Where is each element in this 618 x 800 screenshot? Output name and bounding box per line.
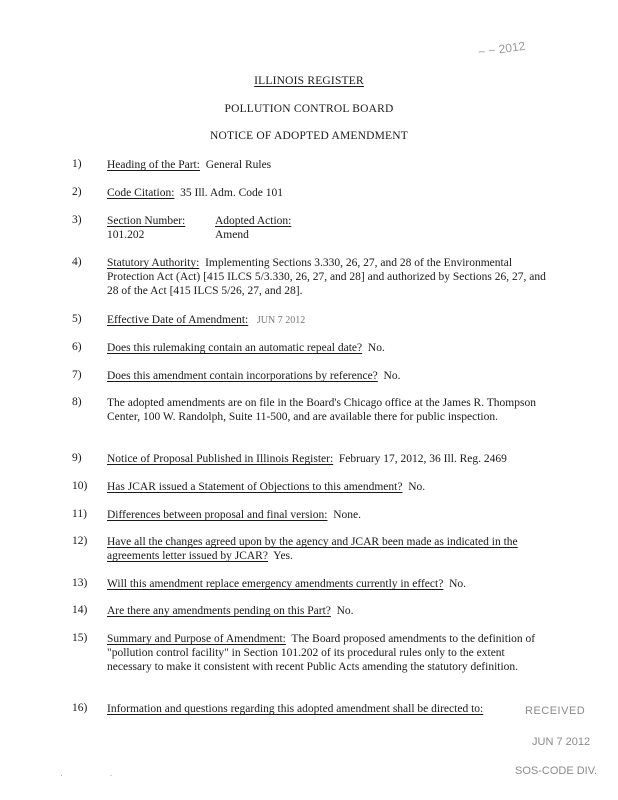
item-text: Implementing Sections 3.330, 26, 27, and 28 of the Environmental Protection Act (Act) [415 ILCS 5/3.330, 26, 27, and 28] and authorized by Sections 26, 27, and 28 of the Act [415 ILCS 5/26, 27, and 28]. (107, 257, 546, 297)
item-number: 2) (72, 186, 82, 198)
item-11 (107, 508, 547, 522)
item-label: Effective Date of Amendment: (107, 314, 249, 326)
item-label: Will this amendment replace emergency amendments currently in effect? (107, 578, 444, 590)
item-label: Information and questions regarding this adopted amendment shall be directed to: (107, 703, 484, 715)
item-label: Are there any amendments pending on this Part? (107, 605, 331, 617)
item-number: 1) (72, 158, 82, 170)
footer-marks: . . (60, 768, 135, 779)
item-label: Code Citation: (107, 187, 175, 199)
item-label: Have all the changes agreed upon by the agency and JCAR been made as indicated in the agreements letter issued by JCAR? (107, 536, 518, 562)
item-label: Statutory Authority: (107, 257, 200, 269)
item-text: No. (367, 342, 385, 354)
item-15 (107, 632, 547, 674)
item-number: 5) (72, 313, 82, 325)
item-number: 11) (72, 508, 87, 520)
item-text: No. (383, 370, 401, 382)
effective-date-stamp: JUN 7 2012 (256, 315, 306, 326)
board-heading: POLLUTION CONTROL BOARD (224, 103, 394, 115)
item-number: 10) (72, 480, 88, 492)
item-number: 3) (72, 214, 82, 226)
item-label: Has JCAR issued a Statement of Objections to this amendment? (107, 481, 403, 493)
item-label: Does this rulemaking contain an automatic repeal date? (107, 342, 363, 354)
item-8 (107, 396, 547, 424)
item-3-action (215, 214, 291, 242)
item-text: The adopted amendments are on file in the Board's Chicago office at the James R. Thompson Center, 100 W. Randolph, Suite 11-500, and are available there for public inspection. (107, 397, 536, 423)
item-number: 14) (72, 604, 88, 616)
item-label: Section Number: (107, 215, 186, 227)
item-5 (107, 313, 547, 328)
item-text: No. (408, 481, 426, 493)
item-2 (107, 186, 547, 200)
item-text: Yes. (273, 550, 293, 562)
item-label: Notice of Proposal Published in Illinois Register: (107, 453, 334, 465)
item-number: 6) (72, 341, 82, 353)
item-number: 4) (72, 256, 82, 268)
notice-heading: NOTICE OF ADOPTED AMENDMENT (209, 130, 409, 142)
item-label: Summary and Purpose of Amendment: (107, 633, 286, 645)
action-label: Adopted Action: (215, 215, 292, 227)
item-label: Heading of the Part: (107, 159, 200, 171)
corner-mark: ~ ~ 2012 (477, 38, 527, 60)
item-text: 35 Ill. Adm. Code 101 (180, 187, 284, 199)
received-stamp: RECEIVED (525, 705, 586, 717)
item-12 (107, 535, 547, 563)
item-text: General Rules (205, 159, 272, 171)
item-number: 12) (72, 535, 88, 547)
item-10 (107, 480, 547, 494)
item-text: No. (336, 605, 354, 617)
section-value: 101.202 (107, 229, 145, 241)
item-9 (107, 452, 547, 466)
item-4 (107, 256, 547, 298)
item-label: Does this amendment contain incorporations by reference? (107, 370, 378, 382)
item-13 (107, 577, 547, 591)
item-7 (107, 369, 547, 383)
item-14 (107, 604, 547, 618)
item-number: 16) (72, 702, 88, 714)
item-text: No. (449, 578, 466, 590)
register-heading: ILLINOIS REGISTER (254, 75, 364, 87)
item-text: None. (333, 509, 361, 521)
item-label: Differences between proposal and final version: (107, 509, 328, 521)
item-3-section (107, 214, 185, 242)
item-number: 8) (72, 396, 82, 408)
item-number: 7) (72, 369, 82, 381)
received-date-stamp: JUN 7 2012 (532, 736, 591, 748)
action-value: Amend (215, 229, 249, 241)
item-text: February 17, 2012, 36 Ill. Reg. 2469 (338, 453, 507, 465)
item-16 (107, 702, 507, 716)
item-number: 9) (72, 452, 82, 464)
office-stamp: SOS-CODE DIV. (515, 765, 598, 777)
item-number: 13) (72, 577, 88, 589)
item-number: 15) (72, 632, 88, 644)
item-6 (107, 341, 547, 355)
item-1 (107, 158, 547, 172)
item-text: The Board proposed amendments to the definition of "pollution control facility" in Section 101.202 of its procedural rules only to the extent necessary to make it consistent with recent Public Acts amending the statutory definition. (107, 633, 536, 673)
